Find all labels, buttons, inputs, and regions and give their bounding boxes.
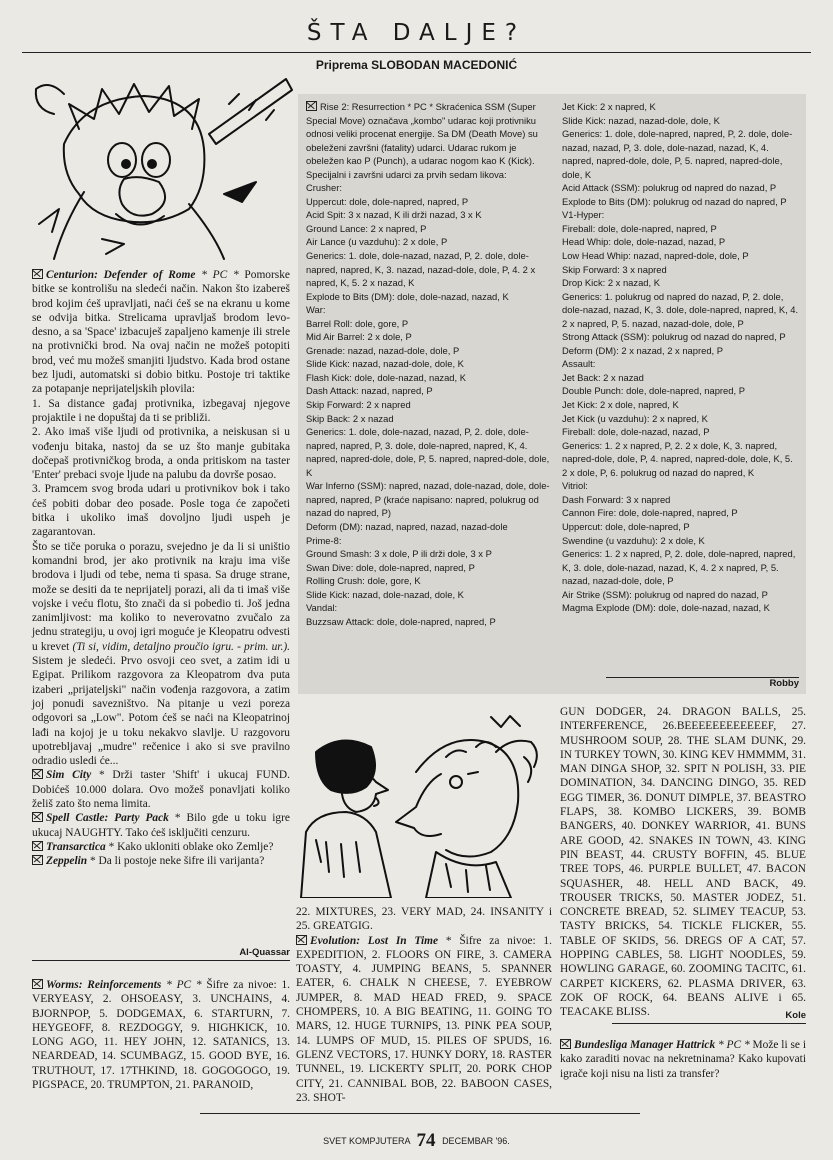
cheat-line: Slide Kick: nazad, nazad-dole, dole, K bbox=[306, 358, 464, 370]
cheat-line: Vitriol: bbox=[562, 480, 588, 492]
signature-robby: Robby bbox=[769, 678, 799, 689]
worms-platform: * PC * bbox=[166, 979, 202, 991]
bundesliga-article bbox=[560, 1038, 806, 1081]
cheat-line: Mid Air Barrel: 2 x dole, P bbox=[306, 331, 412, 343]
signature-al-quassar: Al-Quassar bbox=[239, 947, 290, 958]
left-column bbox=[32, 268, 290, 868]
cheat-line: Assault: bbox=[562, 358, 596, 370]
zeppelin-body: * Da li postoje neke šifre ili varijanta? bbox=[89, 855, 265, 868]
cheat-line: Deform (DM): 2 x nazad, 2 x napred, P bbox=[562, 344, 724, 356]
cartoon-cleopatra-illustration bbox=[296, 712, 550, 898]
cheat-line: Generics: 1. dole, dole-napred, napred, P, 2. dole, dole-nazad, nazad, P, 3. dole, dole-nazad, nazad, K, 4. napred, napred-dole, dole, P, 5. napred, napred-dole, dole, K bbox=[562, 128, 793, 180]
cheat-line: Explode to Bits (DM): polukrug od nazad do napred, P bbox=[562, 195, 787, 207]
cheat-line: Deform (DM): nazad, napred, nazad, nazad-dole bbox=[306, 520, 508, 532]
cheat-line: Drop Kick: 2 x nazad, K bbox=[562, 277, 660, 289]
cheat-line: Jet Kick (u vazduhu): 2 x napred, K bbox=[562, 412, 708, 424]
cheat-line: Jet Back: 2 x nazad bbox=[562, 371, 644, 383]
cheat-line bbox=[306, 100, 550, 181]
page-footer bbox=[0, 1130, 833, 1152]
simcity-body: * Drži taster 'Shift' i ukucaj FUND. Dobićeš 10.000 dolara. Ovo možeš ponavljati koliko želiš zato što nema limita. bbox=[32, 769, 290, 810]
worms-codes: 1. VERYEASY, 2. OHSOEASY, 3. UNCHAINS, 4. BJORNPOP, 5. DODGEMAX, 6. STARTURN, 7. HEYGEOFF, 8. REZDOGGY, 9. HIGHKICK, 10. LONG AGO, 11. HEY JOHN, 12. SATANICS, 13. NEARDEAD, 14. SCUMBAGZ, 15. GOOD BYE, 16. TRUTHOUT, 17. 17THKIND, 18. GOGOGOGO, 19. PIGSPACE, 20. TRUMPTON, 21. PARANOID, bbox=[32, 979, 290, 1092]
right-column bbox=[560, 705, 806, 1020]
article-marker-icon bbox=[32, 812, 43, 822]
cheat-line: Swan Dive: dole, dole-napred, napred, P bbox=[306, 561, 475, 573]
zeppelin-article bbox=[32, 854, 290, 868]
cheat-line: Generics: 1. 2 x napred, P, 2. 2 x dole, K, 3. napred, napred-dole, dole, P, 4. napred, napred-dole, dole, K, 5. 2 x dole, P, 6. polukrug od nazad do napred, K bbox=[562, 439, 793, 478]
cheat-line: Generics: 1. polukrug od napred do nazad, P, 2. dole, dole-nazad, nazad, K, 3. dole, dole-napred, napred, K, 4. 2 x napred, P, 5. nazad, nazad-dole, dole, P bbox=[562, 290, 799, 329]
editor-aside: (Ti si, vidim, detaljno proučio igru. - prim. ur.). bbox=[72, 640, 290, 653]
signature-rule bbox=[612, 1023, 806, 1024]
worms-heading: Worms: Reinforcements bbox=[46, 979, 162, 991]
cheat-line: Jet Kick: 2 x napred, K bbox=[562, 101, 656, 112]
cheat-line: Dash Attack: nazad, napred, P bbox=[306, 385, 433, 397]
article-marker-icon bbox=[32, 769, 43, 779]
centurion-heading: Centurion: Defender of Rome bbox=[46, 269, 196, 281]
page-number: 74 bbox=[416, 1130, 436, 1151]
zeppelin-heading: Zeppelin bbox=[46, 855, 88, 868]
cheat-line: Acid Attack (SSM): polukrug od napred do nazad, P bbox=[562, 182, 777, 194]
signature-rule bbox=[32, 960, 290, 961]
cheat-line: Fireball: dole, dole-nazad, nazad, P bbox=[562, 426, 710, 438]
cheat-line: Skip Forward: 3 x napred bbox=[562, 263, 667, 275]
cheat-line: Skip Back: 2 x nazad bbox=[306, 412, 394, 424]
cheat-line: Double Punch: dole, dole-napred, napred, P bbox=[562, 385, 745, 397]
bundesliga-platform: * PC * bbox=[718, 1039, 750, 1051]
centurion-platform: * PC * bbox=[201, 269, 239, 281]
cheat-line: Jet Kick: 2 x dole, napred, K bbox=[562, 399, 679, 411]
simcity-heading: Sim City bbox=[46, 769, 92, 782]
cheat-line: Rolling Crush: dole, gore, K bbox=[306, 575, 421, 587]
cheat-line: Crusher: bbox=[306, 182, 342, 194]
centurion-body2-text: Što se tiče poruka o porazu, svejedno je da li si uništio komandni brod, jer ako protivnik na kraju ima više brodova i ljudi od tebe, nema ti spasa. Sa druge strane, može se desiti da te neprijatelj porazi, ali da ti imaš više vojske i veću flotu, što znači da si pobedio ti. Još jedna zanimljivost: ma koliko to neverovatno zvučalo za jednu strategiju, u ovoj igri moguće je Kleopatru odvesti u krevet bbox=[32, 540, 290, 653]
article-marker-icon bbox=[32, 841, 43, 851]
rise2-left-column bbox=[306, 100, 550, 628]
article-marker-icon bbox=[296, 935, 307, 945]
footer-magazine: SVET KOMPJUTERA bbox=[323, 1136, 411, 1146]
cheat-line: Fireball: dole, dole-napred, napred, P bbox=[562, 222, 717, 234]
cheat-line: Acid Spit: 3 x nazad, K ili drži nazad, 3 x K bbox=[306, 209, 482, 221]
bundesliga-heading: Bundesliga Manager Hattrick bbox=[574, 1039, 716, 1051]
cheat-line: Uppercut: dole, dole-napred, P bbox=[562, 520, 690, 532]
cheat-line: Head Whip: dole, dole-nazad, nazad, P bbox=[562, 236, 726, 248]
centurion-item-3: 3. Pramcem svog broda udari u protivnikov bok i tako ćeš pobiti dobar deo posade. Posle toga će započeti bitka i ukoliko imaš dovoljno ljudi uspeh je zagarantovan. bbox=[32, 483, 290, 539]
byline: Priprema SLOBODAN MACEDONIĆ bbox=[315, 58, 518, 72]
worms-article bbox=[32, 978, 290, 1092]
cheat-line: Air Strike (SSM): polukrug od napred do nazad, P bbox=[562, 588, 768, 600]
rise2-intro: Rise 2: Resurrection * PC * Skraćenica SSM (Super Special Move) označava „kombo" udarac koji protivniku odnosi veliki procenat energije. Sa DM (Death Move) su obeleženi završni (fatality) udarci. Udarac rukom je obeležen kao P (Punch), a udarac nogom kao K (Kick). Specijalni i završni udarci za prvih sedam likova: bbox=[306, 101, 538, 180]
cheat-line: V1-Hyper: bbox=[562, 209, 605, 221]
article-marker-icon bbox=[306, 101, 317, 111]
cheat-line: Strong Attack (SSM): polukrug od nazad do napred, P bbox=[562, 331, 786, 343]
centurion-article bbox=[32, 268, 290, 397]
cheat-line: War: bbox=[306, 304, 326, 316]
worms-codes-continued: 22. MIXTURES, 23. VERY MAD, 24. INSANITY i 25. GREATGIG. bbox=[296, 906, 552, 933]
cheat-line: Dash Forward: 3 x napred bbox=[562, 493, 671, 505]
rise2-right-column bbox=[562, 100, 800, 615]
article-marker-icon bbox=[32, 855, 43, 865]
transarctica-heading: Transarctica bbox=[46, 840, 106, 853]
transarctica-article bbox=[32, 840, 290, 854]
evolution-body: * Šifre za nivoe: 1. EXPEDITION, 2. FLOORS ON FIRE, 3. CAMERA TOASTY, 4. JUMPING BEANS, 5. SPANNER EATER, 6. CHALK N CHEESE, 7. EYEBROW JUMPER, 8. MAD HEAD FRED, 9. SPACE CHOMPERS, 10. A BIG BEATING, 11. GOING TO MARS, 12. HUGE TURNIPS, 13. PINK PEA SOUP, 14. LUMPS OF MUD, 15. PILES OF SPUDS, 16. GLENZ VECTORS, 17. HUNKY DORY, 18. RASTER TUNNEL, 19. LICKERTY SPLIT, 20. PORK CHOP CITY, 21. CANNIBAL BOB, 22. BABOON CASES, 23. SHOT- bbox=[296, 934, 552, 1104]
evolution-heading: Evolution: Lost In Time bbox=[310, 934, 439, 947]
spellcastle-body: * Bilo gde u toku igre ukucaj NAUGHTY. Tako ćeš isključiti cenzuru. bbox=[32, 812, 290, 839]
centurion-body: Pomorske bitke se kontrolišu na sledeći način. Nakon što izabereš brod kojim ćeš upravljati, naći ćeš se na ekranu u kome se odvija bitka. Strelicama upravljaš brodom levo-desno, a sa 'Space' izbacuješ zapaljeno kamenje ili strele na protivnički brod. Na ovaj način ne možeš potopiti brod, već mu možeš smanjiti ljudstvo. Kada brod ostane bez ljudi, automatski si dobio bitku. Postoje tri taktike za potapanje neprijateljskih plovila: bbox=[32, 269, 290, 396]
centurion-body3-text: Sistem je sledeći. Prvo osvoji ceo svet, a zatim idi u Egipat. Prilikom razgovora za Kleopatrom dva puta izaberi „prijateljski" način vođenja razgovora, a zatim joj ponudi savezništvo. Na pitanje u vezi poreza odgovori sa „Low". Potom ćeš se naći na Kleopatrinoj lađi na kojoj je u toku nekakvo slavlje. U razgovoru upotrebljavaj „mudre" rečenice i ako si sve pravilno odradio usledi će... bbox=[32, 655, 290, 768]
cheat-line: Low Head Whip: nazad, napred-dole, dole, P bbox=[562, 250, 749, 262]
centurion-body-2 bbox=[32, 540, 290, 769]
footer-rule bbox=[200, 1113, 640, 1114]
cheat-line: Cannon Fire: dole, dole-napred, napred, P bbox=[562, 507, 738, 519]
cheat-line: Air Lance (u vazduhu): 2 x dole, P bbox=[306, 236, 448, 248]
cheat-line: Slide Kick: nazad, nazad-dole, dole, K bbox=[562, 114, 720, 126]
simcity-article bbox=[32, 768, 290, 811]
spellcastle-heading: Spell Castle: Party Pack bbox=[46, 812, 169, 825]
title-rule bbox=[22, 52, 811, 53]
cheat-line: Barrel Roll: dole, gore, P bbox=[306, 317, 409, 329]
evolution-codes-continued: GUN DODGER, 24. DRAGON BALLS, 25. INTERFERENCE, 26.BEEEEEEEEEEEEF, 27. MUSHROOM SOUP, 28. THE SLAM DUNK, 29. IN TURKEY TOWN, 30. KING KEV HMMMM, 31. MAN DINGA SHOP, 32. SPIT N POLISH, 33. PIE DOMINATION, 34. DANCING DINGO, 35. RED EGG TIMER, 36. DONUT DIMPLE, 37. BEASTRO FLAPS, 38. KOMBO LICKERS, 39. BOMB BANGERS, 40. DONKEY WARRIOR, 41. BUNS ARE GOOD, 42. SNAKES IN TOWN, 43. KING PIN BEAST, 44. CRUSTY BOFFIN, 45. BLUE TREE TOPS, 46. PURPLE BULLET, 47. BACON SQUASHER, 48. HELL AND BACK, 49. TROUSER TRICKS, 50. MASTER JODEZ, 51. CONCRETE BREAD, 52. SLIMEY TEACUP, 53. TASTY BRICKS, 54. TICKLE FLICKER, 55. TABLE OF SKIDS, 56. DREGS OF A CAT, 57. HOPPING CABLES, 58. LIGHT NOODLES, 59. HOWLING GARAGE, 60. ZOOMING TACITC, 61. CARPET KICKERS, 62. PLASMA DRIVER, 63. ZOK OF ROCK, 64. BEANS ALIVE i 65. TEACAKE BLISS. bbox=[560, 706, 806, 1019]
cheat-line: Explode to Bits (DM): dole, dole-nazad, nazad, K bbox=[306, 290, 509, 302]
article-marker-icon bbox=[560, 1039, 571, 1049]
cheat-line: Ground Smash: 3 x dole, P ili drži dole, 3 x P bbox=[306, 548, 492, 560]
evolution-article bbox=[296, 934, 552, 1106]
cheat-line: Skip Forward: 2 x napred bbox=[306, 399, 411, 411]
cheat-line: Grenade: nazad, nazad-dole, dole, P bbox=[306, 344, 460, 356]
page-title: ŠTA DALJE? bbox=[306, 20, 527, 46]
cheat-line: War Inferno (SSM): napred, nazad, dole-nazad, dole, dole-napred, napred, P (kraće napisano: napred, polukrug od nazad do napred, P) bbox=[306, 480, 550, 519]
cheat-line: Generics: 1. dole, dole-nazad, nazad, P, 2. dole, dole-napred, napred, K, 3. nazad, nazad-dole, dole, P, 4. 2 x napred, K, 5. 2 x nazad, K bbox=[306, 250, 536, 289]
cheat-line: Swendine (u vazduhu): 2 x dole, K bbox=[562, 534, 705, 546]
bundesliga-body: Može li se i kako zaraditi novac na nekretninama? Kako kupovati igrače koji nisu na listi za transfer? bbox=[560, 1039, 806, 1080]
cheat-line: Uppercut: dole, dole-napred, napred, P bbox=[306, 195, 469, 207]
worms-intro: Šifre za nivoe: bbox=[206, 979, 277, 991]
cheat-line: Ground Lance: 2 x napred, P bbox=[306, 222, 427, 234]
cheat-line: Magma Explode (DM): dole, dole-nazad, nazad, K bbox=[562, 602, 770, 614]
article-marker-icon bbox=[32, 269, 43, 279]
cheat-line: Flash Kick: dole, dole-nazad, nazad, K bbox=[306, 371, 466, 383]
centurion-item-1: 1. Sa distance gađaj protivnika, izbegavaj njegove projaktile i ne dopuštaj da ti se približi. bbox=[32, 397, 290, 424]
signature-kole: Kole bbox=[785, 1010, 806, 1021]
cartoon-warrior-illustration bbox=[24, 74, 294, 264]
spellcastle-article bbox=[32, 811, 290, 840]
footer-issue: DECEMBAR '96. bbox=[442, 1136, 510, 1146]
cheat-line: Slide Kick: nazad, dole-nazad, dole, K bbox=[306, 588, 464, 600]
cheat-line: Vandal: bbox=[306, 602, 338, 614]
middle-column bbox=[296, 905, 552, 1105]
transarctica-body: * Kako ukloniti oblake oko Zemlje? bbox=[108, 840, 274, 853]
cheat-line: Generics: 1. dole, dole-nazad, nazad, P, 2. dole, dole-napred, napred, P, 3. dole, dole-napred, napred, K, 4. napred, napred-dole, dole, P, 5. napred, napred-dole, dole, K bbox=[306, 426, 550, 478]
cheat-line: Buzzsaw Attack: dole, dole-napred, napred, P bbox=[306, 615, 496, 627]
cheat-line: Prime-8: bbox=[306, 534, 342, 546]
article-marker-icon bbox=[32, 979, 43, 989]
centurion-item-2: 2. Ako imaš više ljudi od protivnika, a neiskusan si u vođenju bitaka, nastoj da se uz što manje gubitaka dočepaš protivničkog broda, a onda pritiskom na taster 'Enter' prebaci svoje ljude na palubu da dovrše posao. bbox=[32, 426, 290, 482]
cheat-line: Generics: 1. 2 x napred, P, 2. dole, dole-napred, napred, K, 3. dole, dole-nazad, nazad, K, 4. 2 x napred, P, 5. nazad, nazad-dole, dole, P bbox=[562, 548, 796, 587]
